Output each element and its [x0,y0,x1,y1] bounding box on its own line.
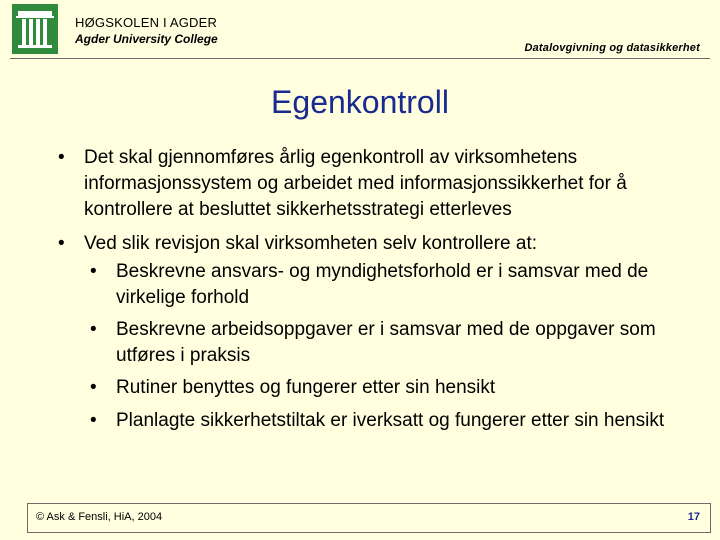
sub-bullet-text: Rutiner benyttes og fungerer etter sin hensikt [116,377,496,398]
bullet-marker: • [90,319,97,340]
bullet-item [58,145,710,223]
sub-bullet-text: Planlagte sikkerhetstiltak er iverksatt og fungerer etter sin hensikt [116,410,665,431]
slide-title: Egenkontroll [271,84,449,120]
sub-bullet-item [90,375,710,401]
bullet-marker: • [58,147,65,168]
bullet-marker: • [90,410,97,431]
header-divider [10,58,710,59]
sub-bullet-item [90,317,710,369]
bullet-text: Det skal gjennomføres årlig egenkontroll av virksomhetens informasjonssystem og arbeidet med informasjonssikkerhet for å kontrollere at besluttet sikkerhetsstrategi etterleves [84,147,627,220]
bullet-text: Ved slik revisjon skal virksomheten selv kontrollere at: [84,233,538,254]
school-subtitle: Agder University College [75,32,218,46]
sub-bullet-item [90,408,710,434]
sub-bullet-text: Beskrevne ansvars- og myndighetsforhold er i samsvar med de virkelige forhold [116,261,649,308]
bullet-marker: • [90,261,97,282]
course-title: Datalovgivning og datasikkerhet [524,42,700,54]
footer-bar [27,503,711,533]
bullet-marker: • [90,377,97,398]
footer-copyright: © Ask & Fensli, HiA, 2004 [36,511,163,523]
sub-bullet-item [90,259,710,311]
school-name: HØGSKOLEN I AGDER [75,15,218,30]
page-number: 17 [687,511,700,523]
sub-bullet-text: Beskrevne arbeidsoppgaver er i samsvar med de oppgaver som utføres i praksis [116,319,656,366]
pillar-logo-icon [12,4,58,54]
college-logo [12,4,58,54]
bullet-marker: • [58,233,65,254]
bullet-item [58,231,710,257]
